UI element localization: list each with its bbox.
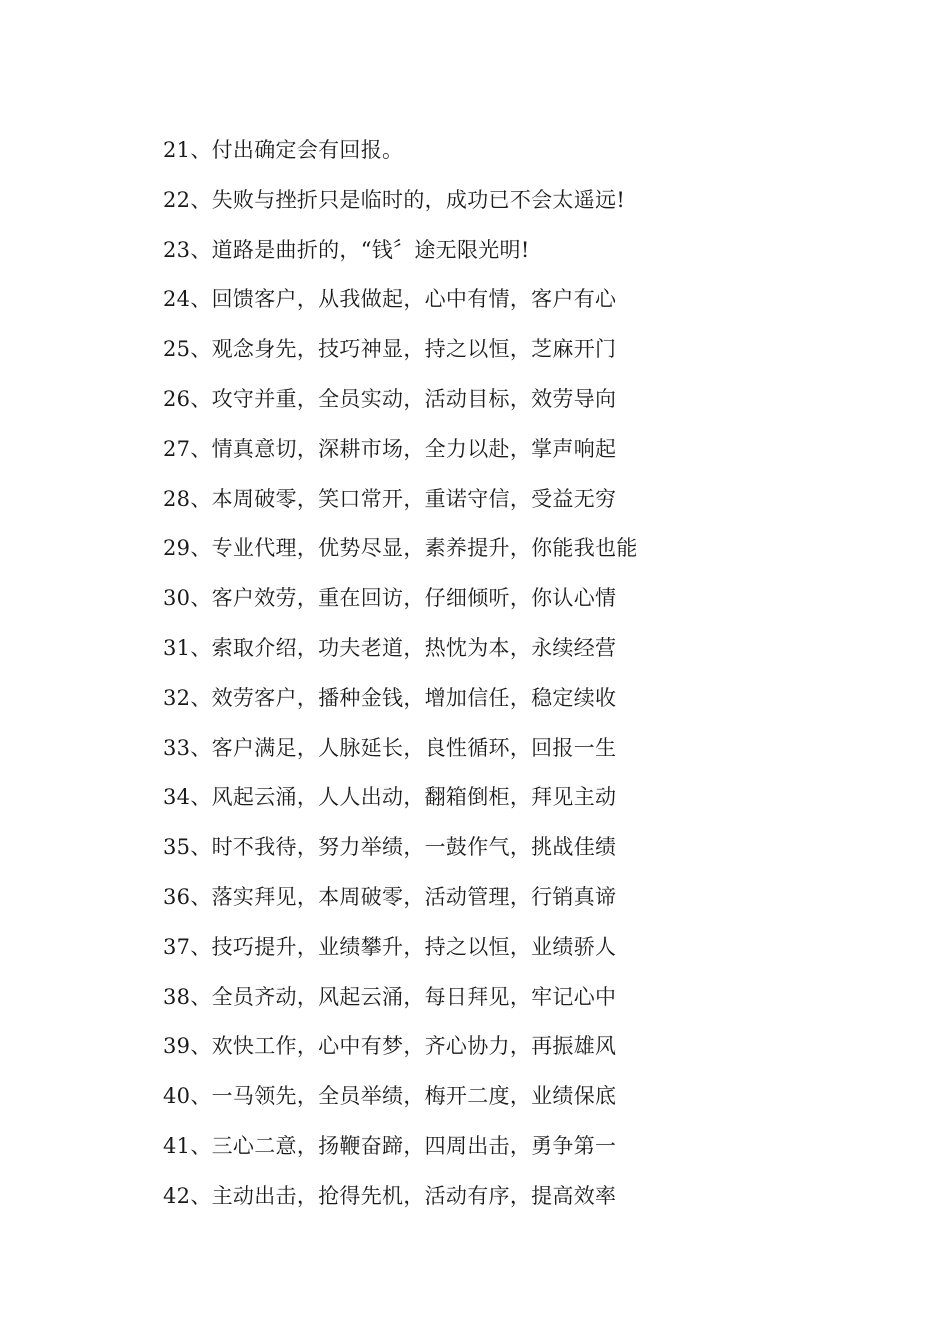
slogan-line-37: 37、技巧提升，业绩攀升，持之以恒，业绩骄人 (163, 934, 617, 959)
slogan-line-32: 32、效劳客户，播种金钱，增加信任，稳定续收 (163, 685, 617, 710)
slogan-line-26: 26、攻守并重，全员实动，活动目标，效劳导向 (163, 386, 617, 411)
slogan-line-27: 27、情真意切，深耕市场，全力以赴，掌声响起 (163, 436, 617, 461)
slogan-line-33: 33、客户满足，人脉延长，良性循环，回报一生 (163, 735, 617, 760)
slogan-line-39: 39、欢快工作，心中有梦，齐心协力，再振雄风 (163, 1034, 617, 1059)
slogan-list (163, 132, 638, 1228)
slogan-line-29: 29、专业代理，优势尽显，素养提升，你能我也能 (163, 536, 638, 561)
slogan-line-31: 31、索取介绍，功夫老道，热忱为本，永续经营 (163, 635, 617, 660)
slogan-line-30: 30、客户效劳，重在回访，仔细倾听，你认心情 (163, 586, 617, 611)
slogan-line-38: 38、全员齐动，风起云涌，每日拜见，牢记心中 (163, 984, 617, 1009)
slogan-line-34: 34、风起云涌，人人出动，翻箱倒柜，拜见主动 (163, 785, 617, 810)
slogan-line-24: 24、回馈客户，从我做起，心中有情，客户有心 (163, 287, 617, 312)
slogan-line-40: 40、一马领先，全员举绩，梅开二度，业绩保底 (163, 1084, 617, 1109)
slogan-line-41: 41、三心二意，扬鞭奋蹄，四周出击，勇争第一 (163, 1133, 617, 1158)
slogan-line-35: 35、时不我待，努力举绩，一鼓作气，挑战佳绩 (163, 835, 617, 860)
slogan-line-36: 36、落实拜见，本周破零，活动管理，行销真谛 (163, 884, 617, 909)
slogan-line-25: 25、观念身先，技巧神显，持之以恒，芝麻开门 (163, 337, 617, 362)
slogan-line-21: 21、付出确定会有回报。 (163, 138, 404, 162)
slogan-line-28: 28、本周破零，笑口常开，重诺守信，受益无穷 (163, 486, 617, 511)
slogan-line-42: 42、主动出击，抢得先机，活动有序，提高效率 (163, 1183, 617, 1208)
slogan-line-22: 22、失败与挫折只是临时的，成功已不会太遥远! (163, 187, 626, 212)
slogan-line-23: 23、道路是曲折的，“钱〞途无限光明! (163, 237, 530, 262)
